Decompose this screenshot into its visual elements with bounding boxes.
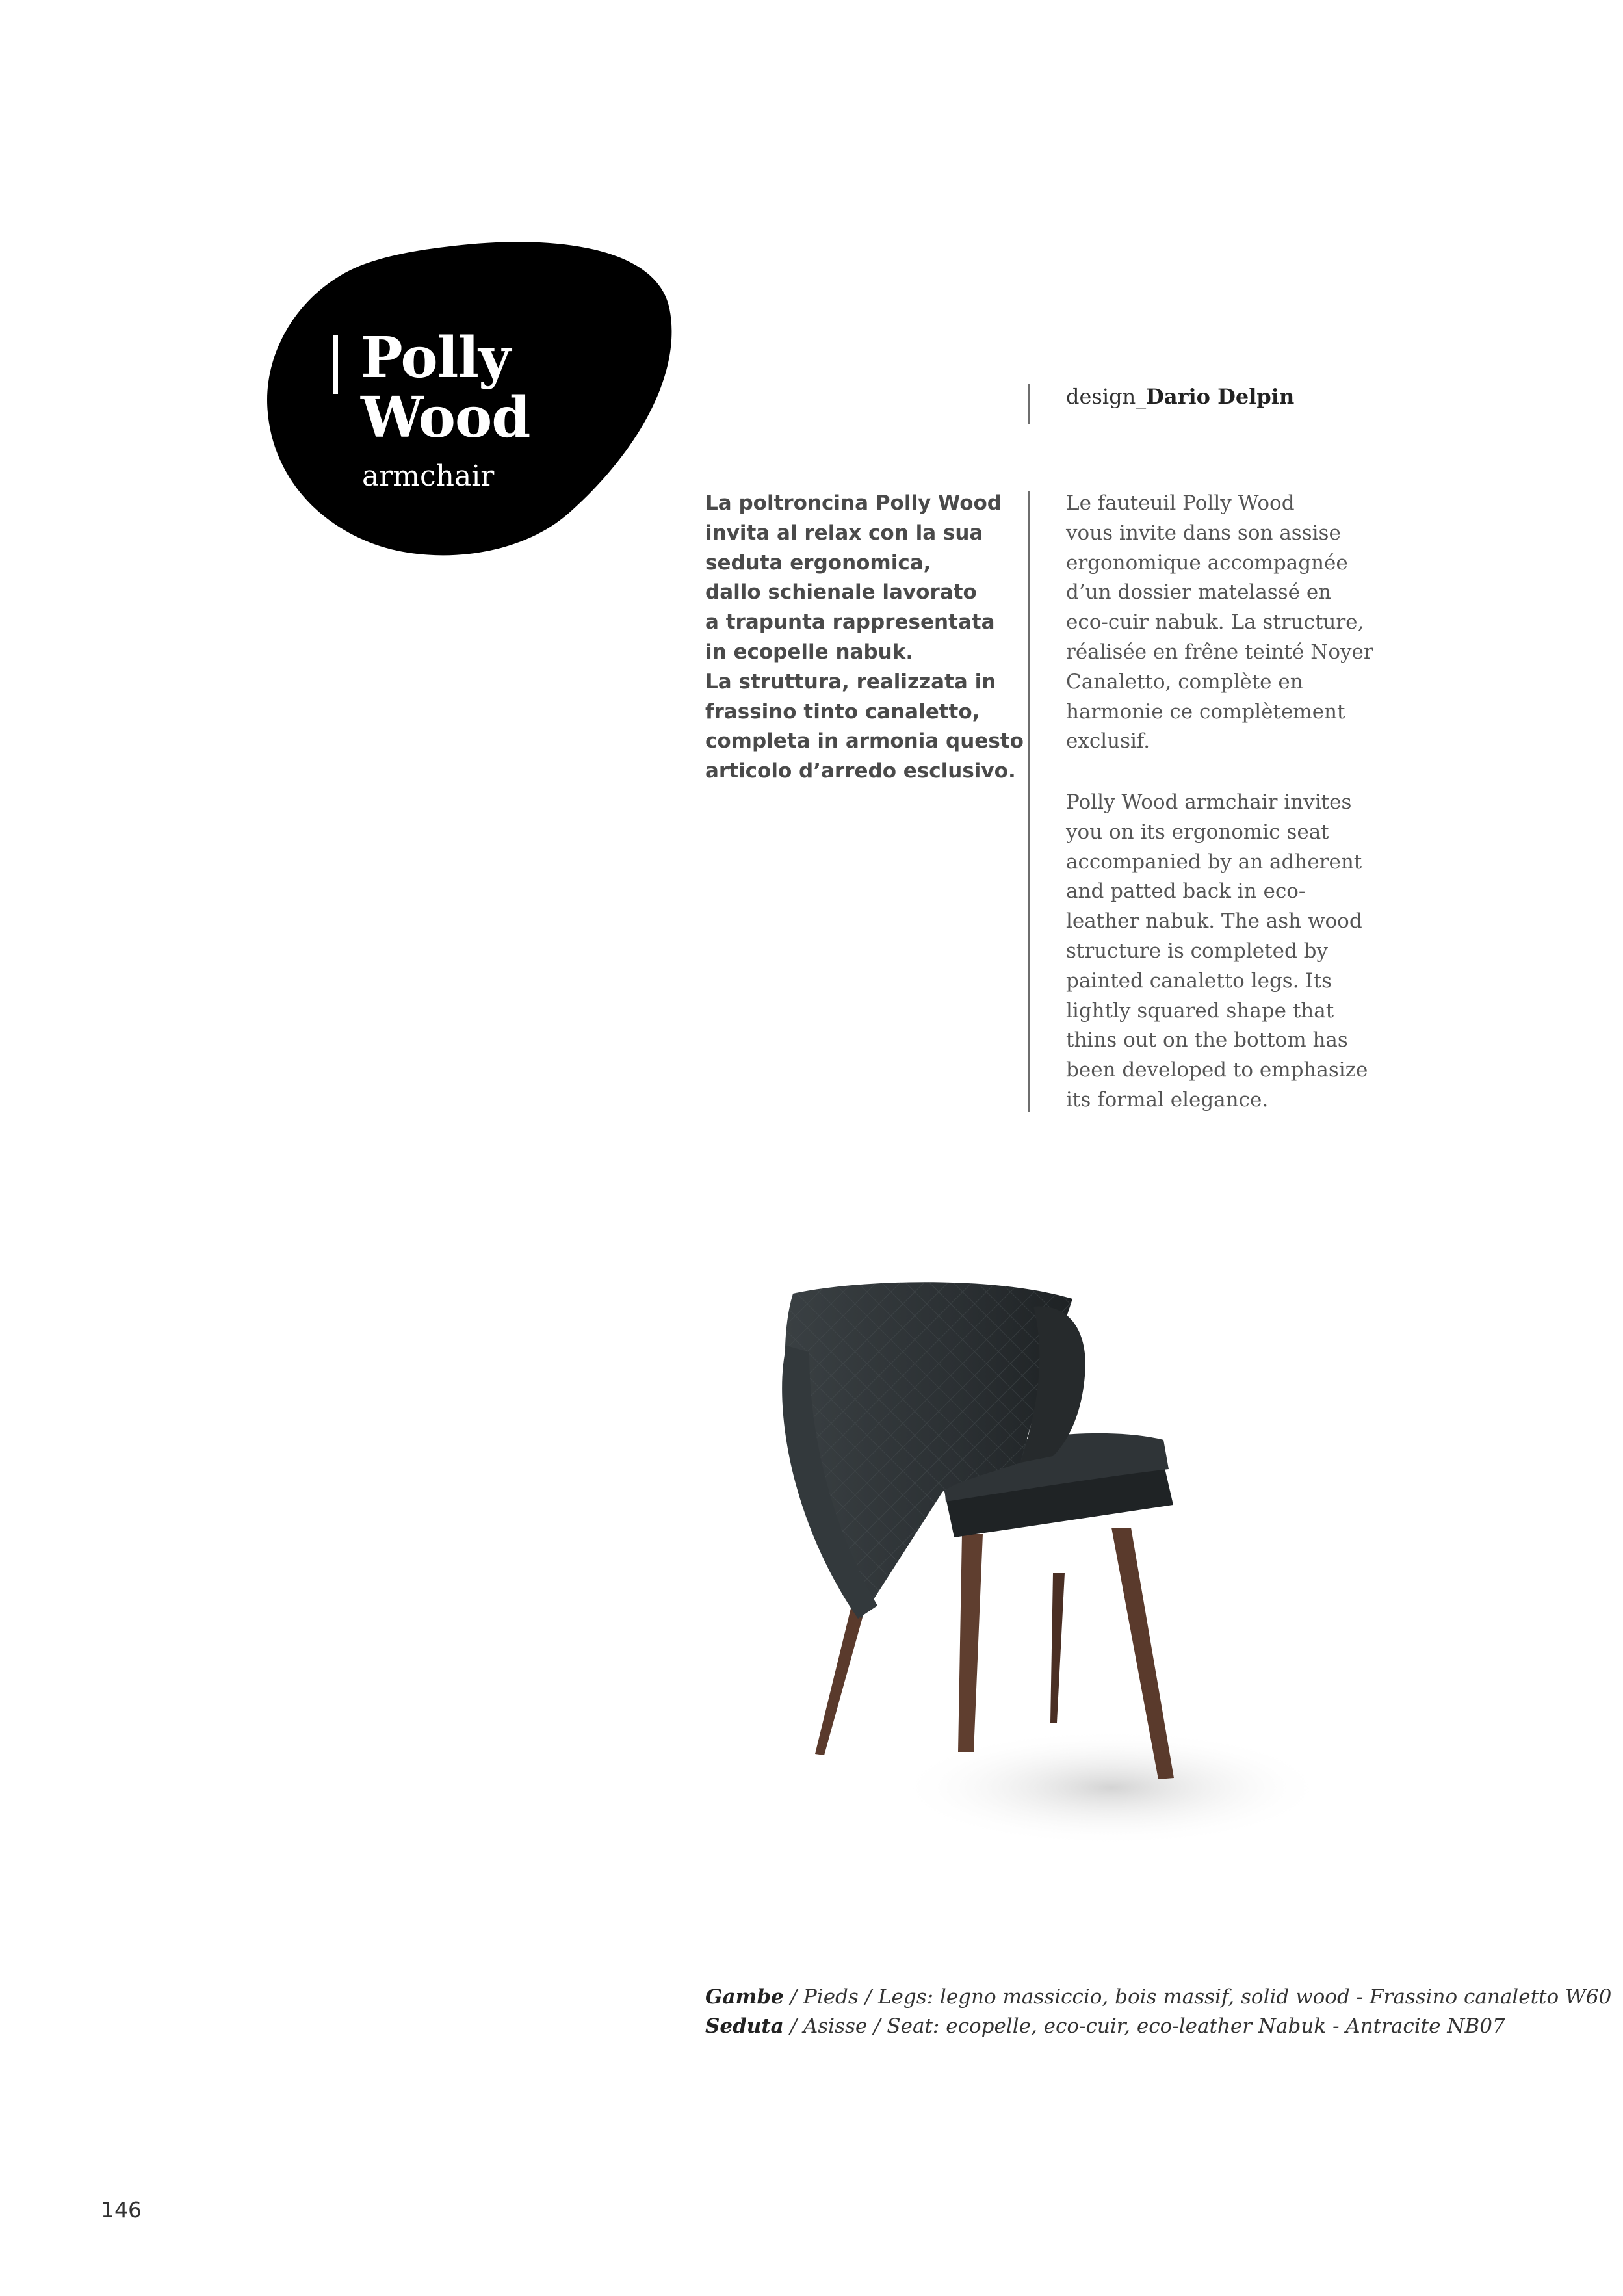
product-subtitle: armchair [362,460,495,493]
fr-line: réalisée en frêne teinté Noyer [1066,640,1373,664]
spec-seat-label: Seduta [705,2015,784,2038]
en-line: leather nabuk. The ash wood [1066,909,1362,933]
en-line: lightly squared shape that [1066,998,1334,1023]
title-line-2: Wood [361,385,530,450]
it-line: a trapunta rappresentata [705,610,995,634]
page-number: 146 [101,2197,142,2223]
armchair-image [747,1268,1332,1885]
it-line: dallo schienale lavorato [705,581,977,605]
it-line: completa in armonia questo [705,729,1024,753]
it-line: La struttura, realizzata in [705,670,996,694]
column-divider [1028,491,1030,1112]
specifications [705,1983,1611,2041]
fr-line: exclusif. [1066,729,1150,753]
en-line: structure is completed by [1066,939,1329,963]
design-credit [1066,384,1294,410]
design-divider [1028,384,1030,424]
it-line: seduta ergonomica, [705,551,931,575]
en-line: you on its ergonomic seat [1066,820,1329,844]
fr-line: harmonie ce complètement [1066,699,1345,724]
spec-legs-text: / Pieds / Legs: legno massiccio, bois massif, solid wood - Frassino canaletto W60 [783,1985,1612,2009]
it-line: in ecopelle nabuk. [705,640,914,664]
design-prefix: design_ [1066,384,1147,409]
en-line: been developed to emphasize [1066,1058,1368,1082]
fr-line: ergonomique accompagnée [1066,551,1348,575]
spec-legs [705,1983,1611,2012]
it-line: invita al relax con la sua [705,521,983,545]
product-title [361,325,530,450]
title-line-1: Polly [361,325,511,391]
it-line: frassino tinto canaletto, [705,699,980,724]
en-line: painted canaletto legs. Its [1066,969,1332,993]
en-line: its formal elegance. [1066,1088,1269,1112]
it-line: La poltroncina Polly Wood [705,491,1002,515]
fr-line: vous invite dans son assise [1066,521,1341,545]
spec-seat [705,2012,1611,2041]
designer-name: Dario Delpin [1146,384,1295,409]
spec-seat-text: / Asisse / Seat: ecopelle, eco-cuir, eco-leather Nabuk - Antracite NB07 [783,2015,1505,2038]
spec-legs-label: Gambe [705,1985,784,2009]
title-accent-bar [333,335,338,394]
en-line: thins out on the bottom has [1066,1028,1348,1052]
description-english [1066,788,1404,1115]
fr-line: d’un dossier matelassé en [1066,581,1332,605]
fr-line: Le fauteuil Polly Wood [1066,491,1295,515]
description-italian [705,489,1024,787]
en-line: accompanied by an adherent [1066,850,1362,874]
en-line: and patted back in eco- [1066,880,1306,904]
fr-line: eco-cuir nabuk. La structure, [1066,610,1364,634]
it-line: articolo d’arredo esclusivo. [705,759,1016,783]
fr-line: Canaletto, complète en [1066,670,1303,694]
en-line: Polly Wood armchair invites [1066,790,1352,814]
description-french [1066,489,1404,757]
